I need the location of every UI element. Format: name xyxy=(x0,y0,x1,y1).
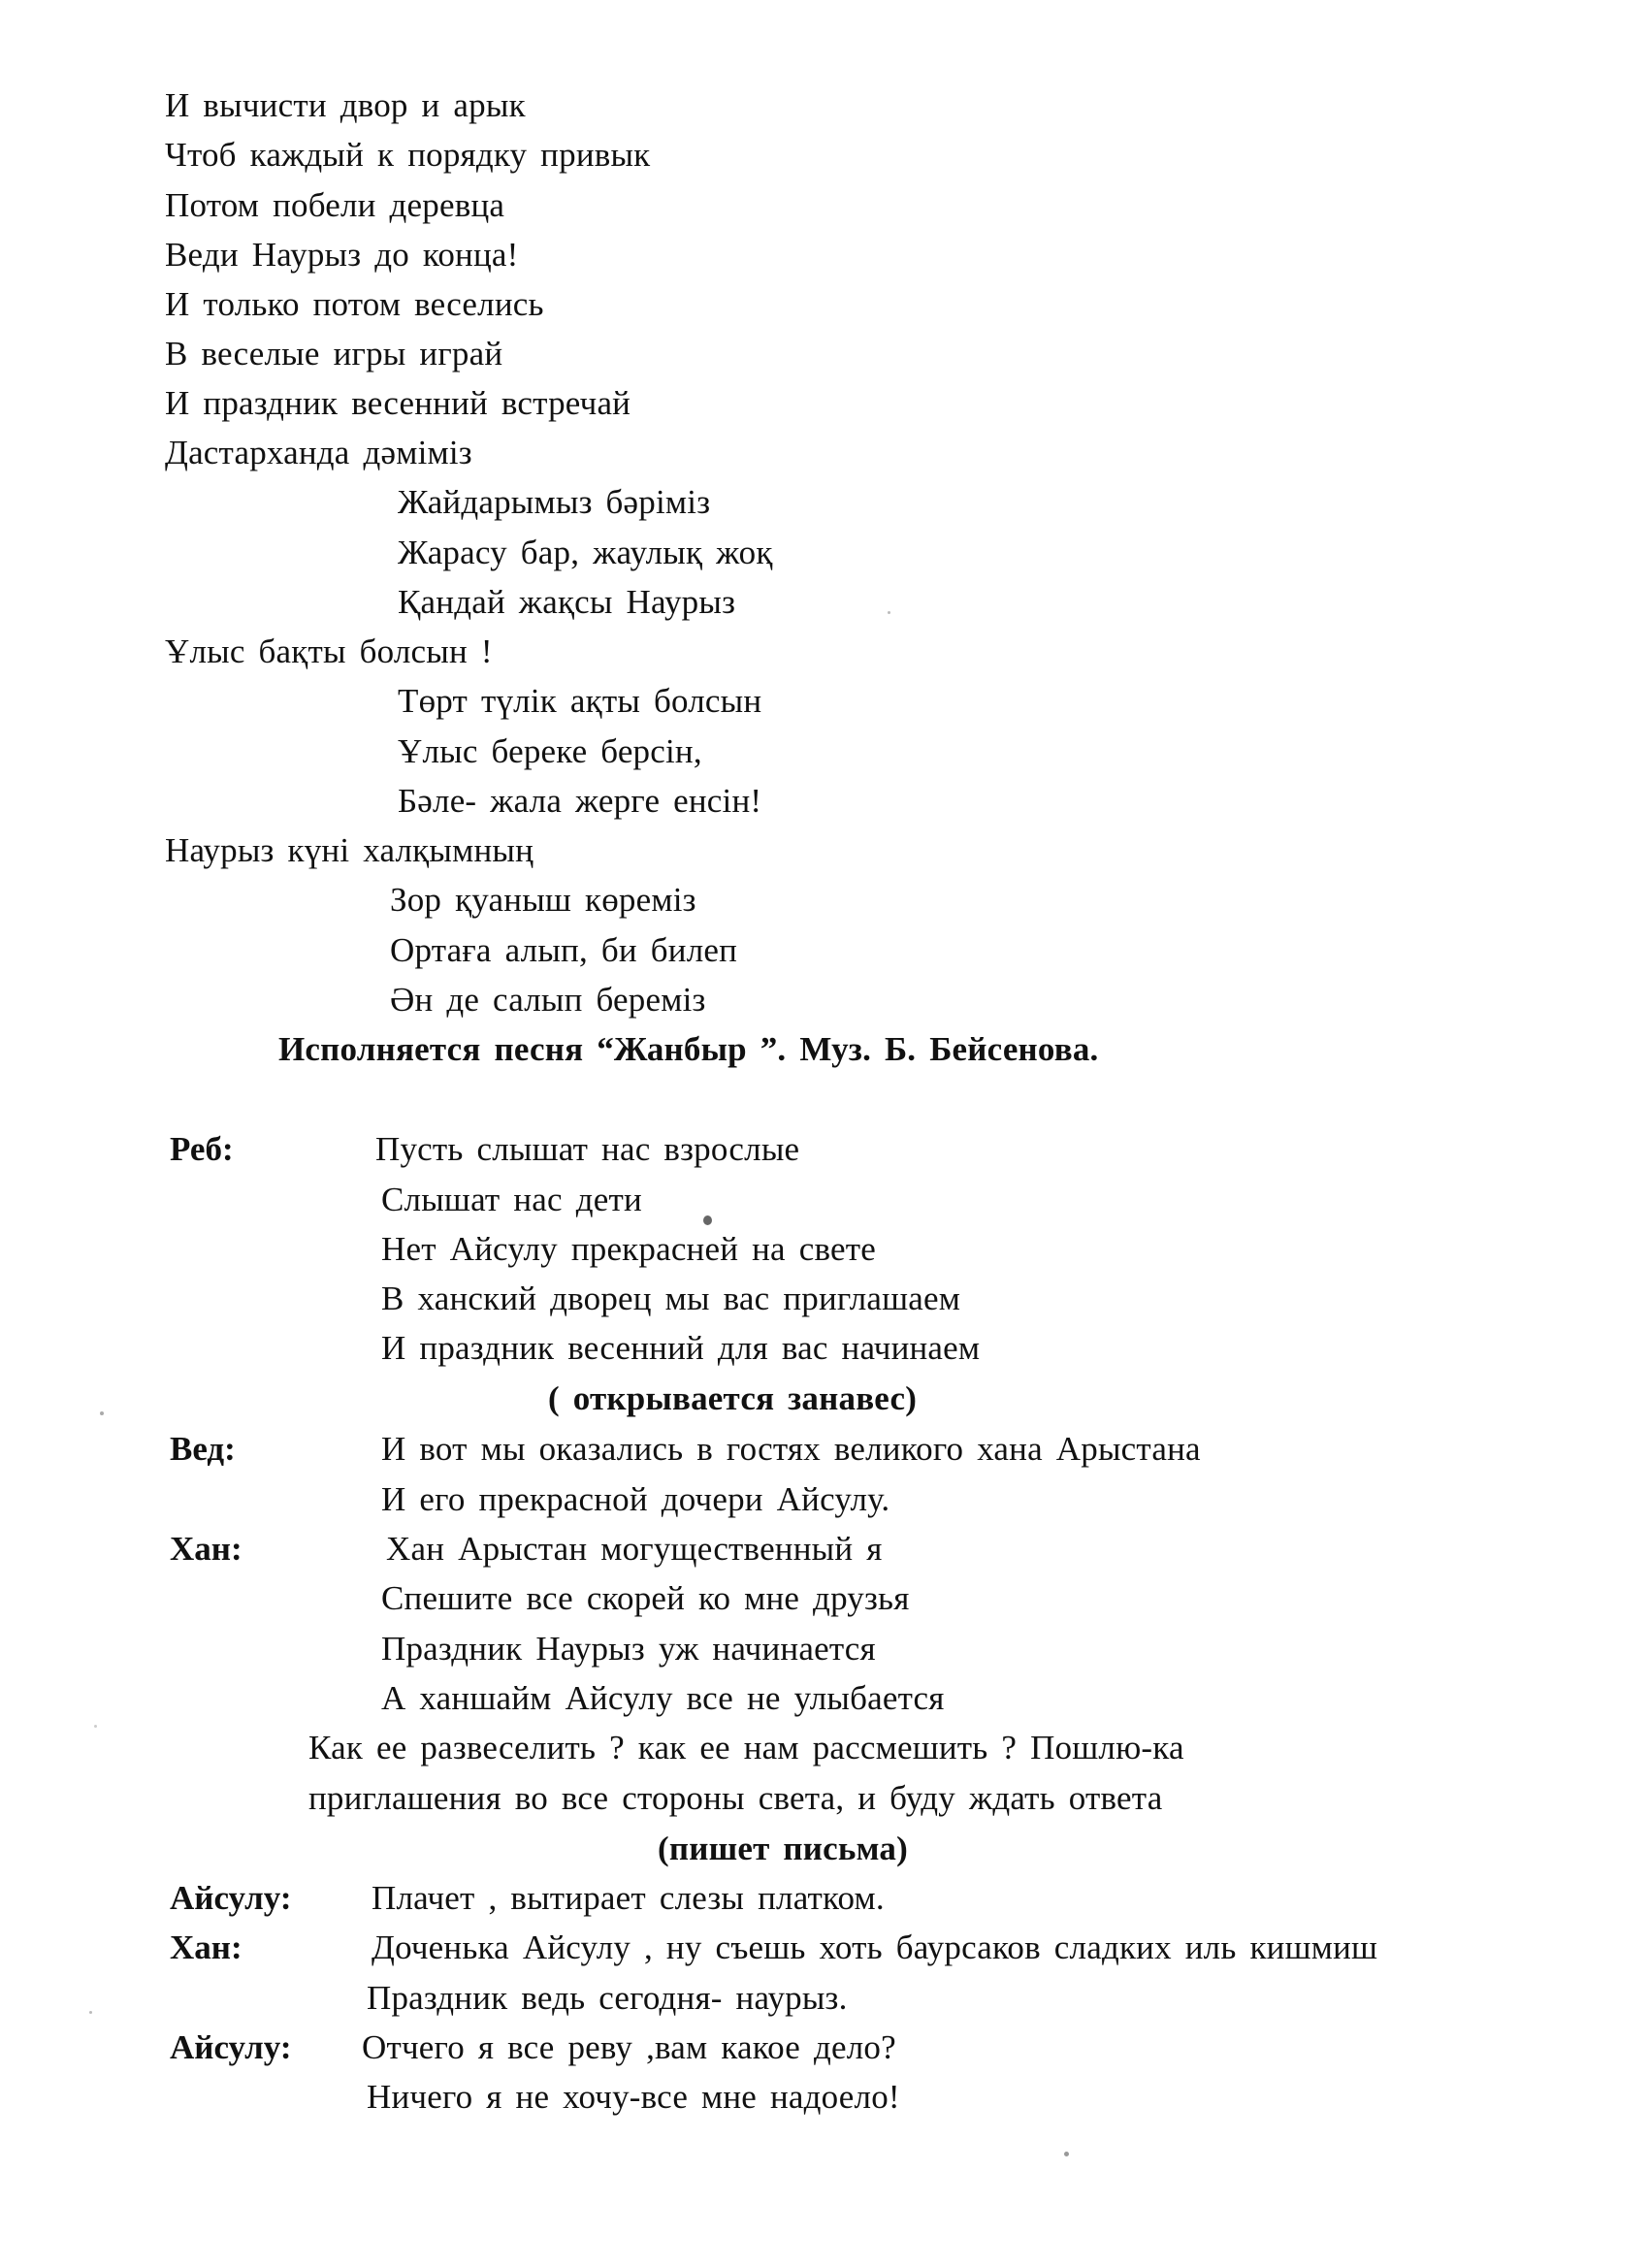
dialogue-line: Слышат нас дети xyxy=(381,1181,642,1218)
poem-line: И только потом веселись xyxy=(165,285,544,323)
poem-line-indented: Ұлыс береке берсін, xyxy=(398,732,702,770)
dialogue-line: В ханский дворец мы вас приглашаем xyxy=(381,1280,961,1317)
dialogue-line: Хан Арыстан могущественный я xyxy=(386,1530,883,1568)
scan-speck xyxy=(703,1215,712,1225)
dialogue-line: Ничего я не хочу-все мне надоело! xyxy=(367,2078,900,2116)
poem-line-indented: Ән де салып береміз xyxy=(390,981,706,1019)
scan-speck xyxy=(888,611,890,614)
poem-line-indented: Қандай жақсы Наурыз xyxy=(398,583,736,621)
poem-line: И праздник весенний встречай xyxy=(165,384,631,422)
stage-direction-curtain: ( открывается занавес) xyxy=(548,1379,918,1417)
speaker-label-reb: Реб: xyxy=(170,1130,234,1168)
song-heading: Исполняется песня “Жанбыр ”. Муз. Б. Бейсенова. xyxy=(278,1030,1099,1068)
dialogue-line: Нет Айсулу прекрасней на свете xyxy=(381,1230,876,1268)
prose-line: Как ее развеселить ? как ее нам рассмешить ? Пошлю-ка xyxy=(308,1729,1184,1766)
poem-line-indented: Зор қуаныш көреміз xyxy=(390,881,696,919)
poem-line: Наурыз күні халқымның xyxy=(165,831,534,869)
dialogue-line: И его прекрасной дочери Айсулу. xyxy=(381,1480,890,1518)
speaker-label-aisulu: Айсулу: xyxy=(170,1879,292,1917)
dialogue-line: Плачет , вытирает слезы платком. xyxy=(372,1879,885,1917)
poem-line: Веди Наурыз до конца! xyxy=(165,236,519,274)
poem-line: И вычисти двор и арык xyxy=(165,86,526,124)
dialogue-line: Отчего я все реву ,вам какое дело? xyxy=(362,2028,896,2066)
speaker-label-khan: Хан: xyxy=(170,1928,242,1966)
poem-line: Потом побели деревца xyxy=(165,186,505,224)
poem-line: В веселые игры играй xyxy=(165,335,503,373)
dialogue-line: А ханшайм Айсулу все не улыбается xyxy=(381,1679,945,1717)
dialogue-line: Пусть слышат нас взрослые xyxy=(375,1130,800,1168)
speaker-label-khan: Хан: xyxy=(170,1530,242,1568)
scan-speck xyxy=(1064,2152,1069,2156)
poem-line-indented: Жарасу бар, жаулық жоқ xyxy=(398,534,773,571)
poem-line-indented: Төрт түлік ақты болсын xyxy=(398,682,762,720)
poem-line: Ұлыс бақты болсын ! xyxy=(165,632,493,670)
poem-line: Чтоб каждый к порядку привык xyxy=(165,136,651,174)
dialogue-line: И праздник весенний для вас начинаем xyxy=(381,1329,981,1367)
poem-line-indented: Бәле- жала жерге енсін! xyxy=(398,782,762,820)
prose-line: приглашения во все стороны света, и буду ждать ответа xyxy=(308,1779,1163,1817)
stage-direction-letters: (пишет письма) xyxy=(658,1830,908,1867)
poem-line: Дастарханда дәміміз xyxy=(165,434,472,471)
speaker-label-aisulu: Айсулу: xyxy=(170,2028,292,2066)
scan-speck xyxy=(89,2011,92,2014)
dialogue-line: Праздник ведь сегодня- наурыз. xyxy=(367,1979,848,2017)
poem-line-indented: Ортаға алып, би билеп xyxy=(390,931,738,969)
dialogue-line: Праздник Наурыз уж начинается xyxy=(381,1630,876,1668)
dialogue-line: И вот мы оказались в гостях великого хана Арыстана xyxy=(381,1430,1201,1468)
dialogue-line: Доченька Айсулу , ну съешь хоть баурсаков сладких иль кишмиш xyxy=(372,1928,1378,1966)
poem-line-indented: Жайдарымыз бәріміз xyxy=(398,483,711,521)
scan-speck xyxy=(94,1725,97,1728)
speaker-label-ved: Вед: xyxy=(170,1430,236,1468)
dialogue-line: Спешите все скорей ко мне друзья xyxy=(381,1579,910,1617)
scan-speck xyxy=(100,1411,104,1415)
